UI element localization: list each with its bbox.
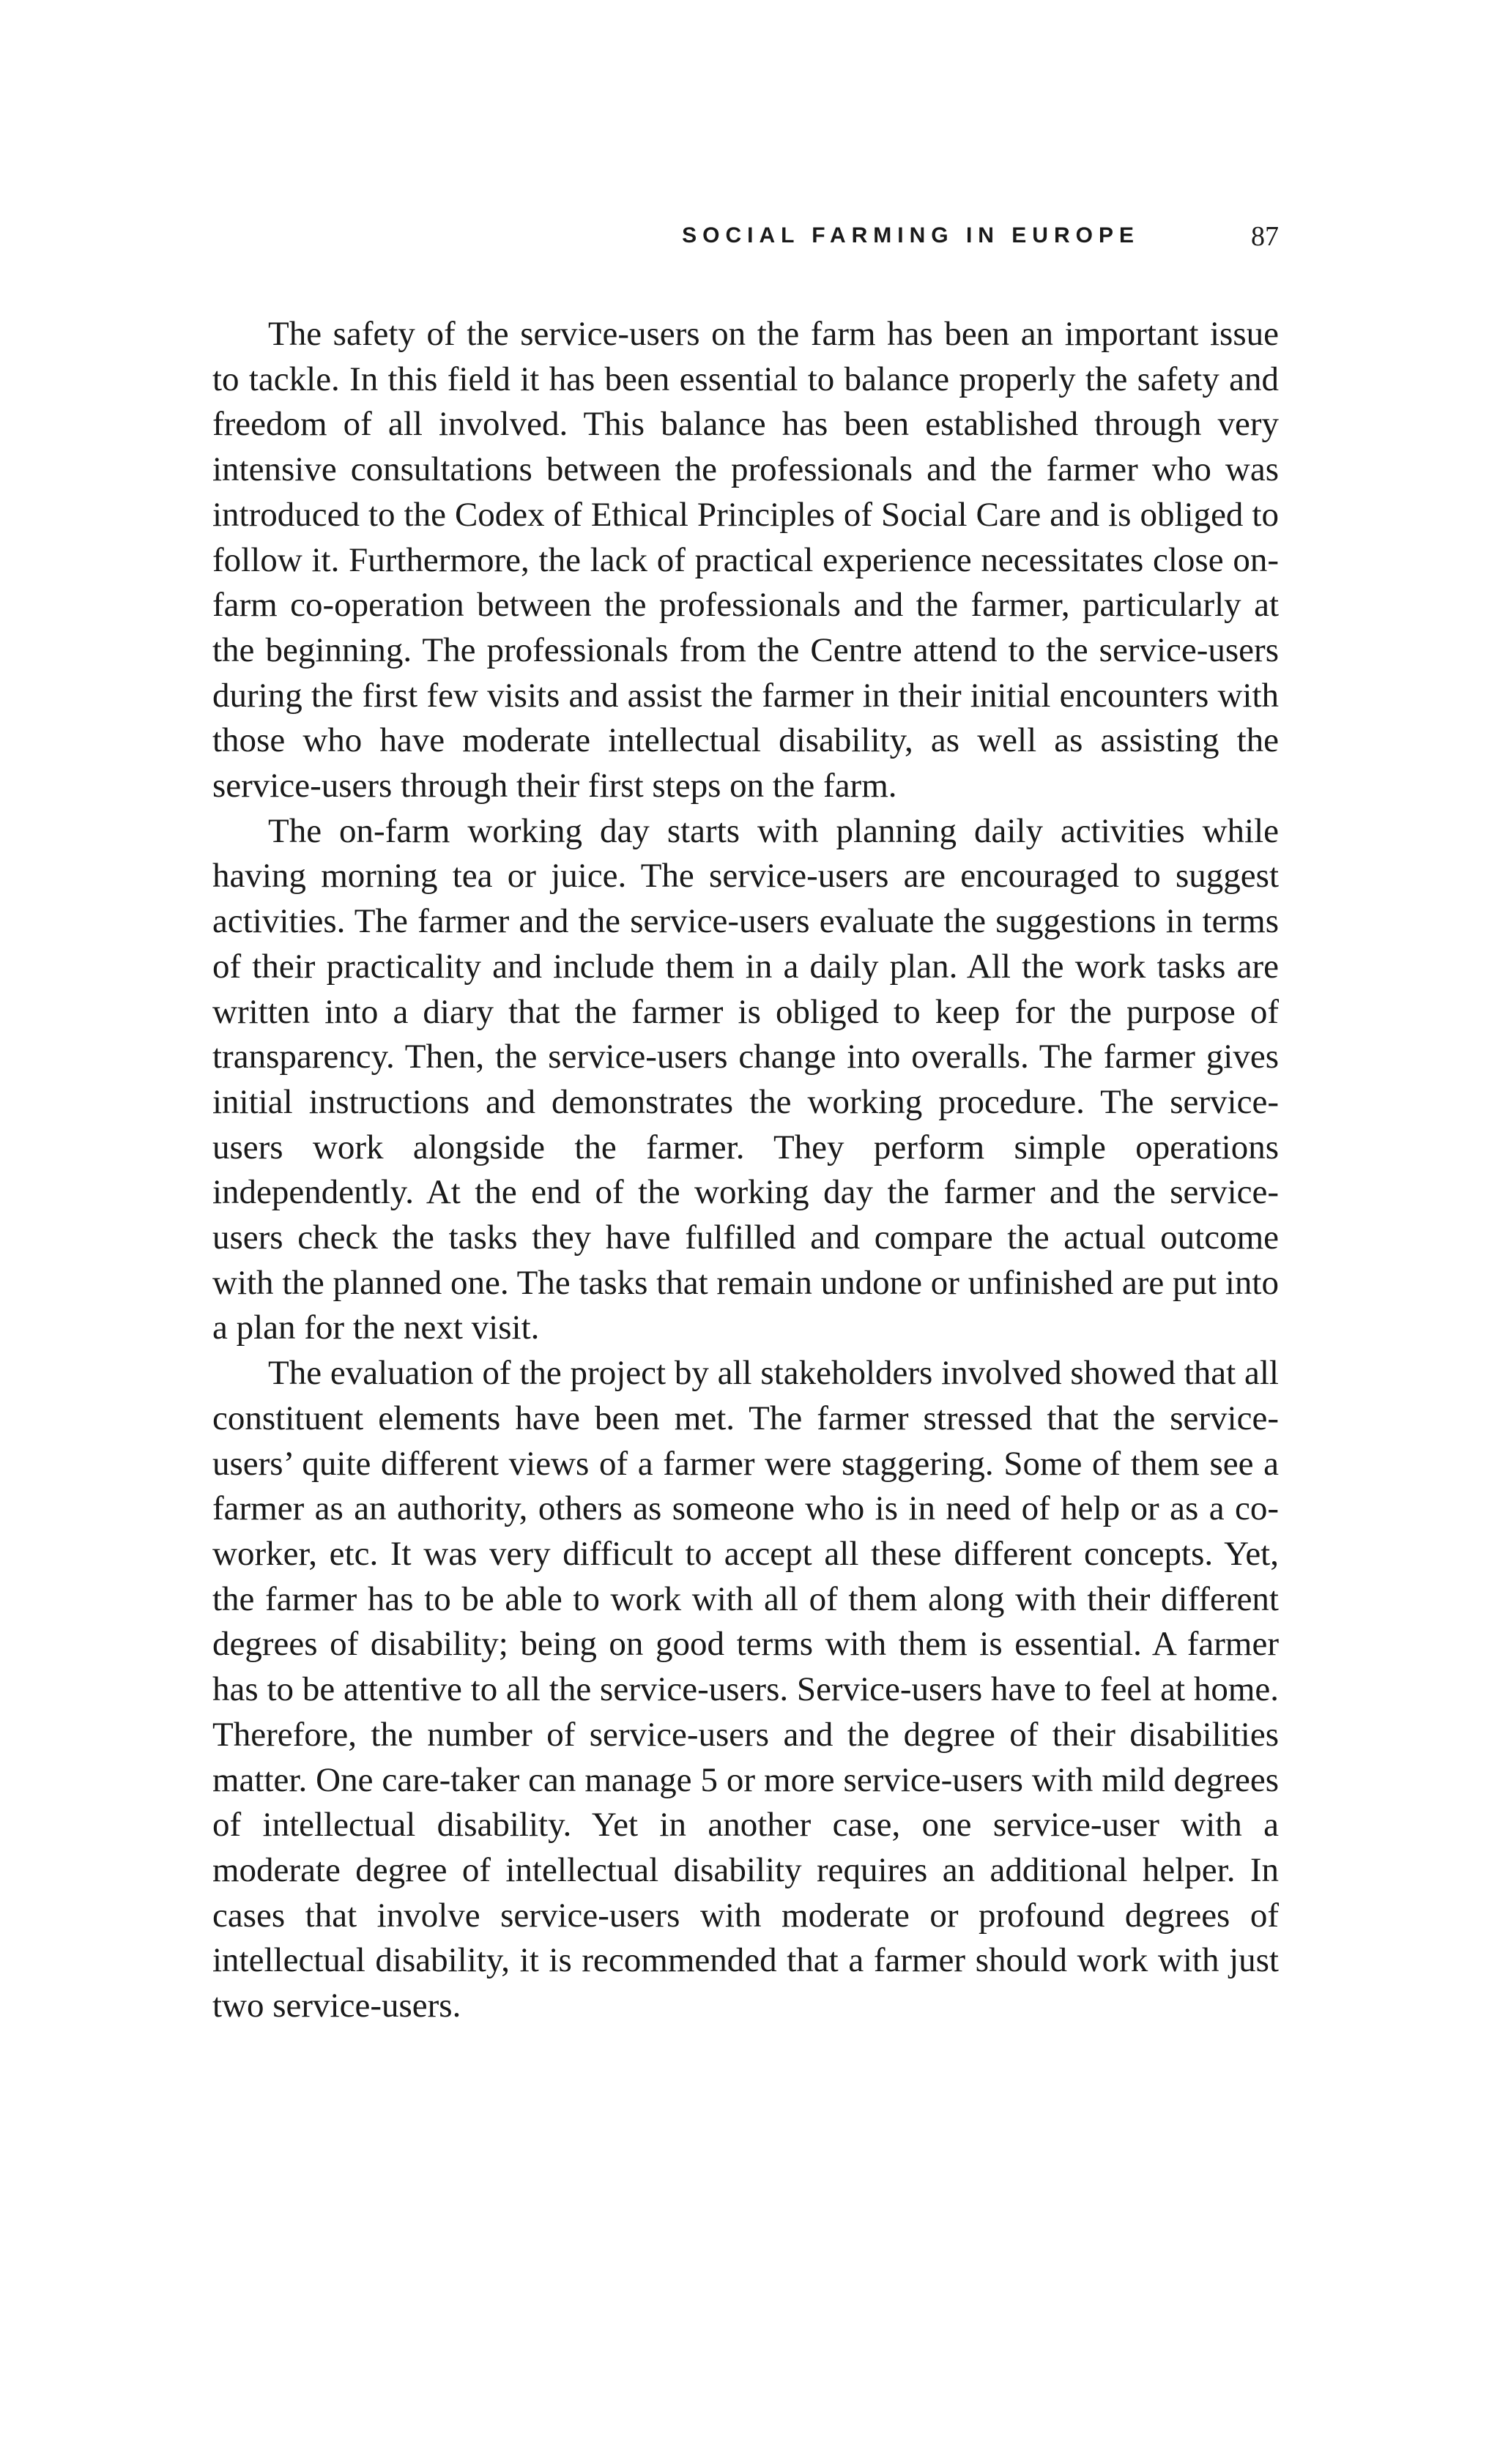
paragraph-3: The evaluation of the project by all stakeholders involved showed that all constituent elements have been met. The farmer stressed that the service-users’ quite different views of a farmer were staggering. Some of them see a farmer as an authority, others as someone who is in need of help or as a co-worker, etc. It was very difficult to accept all these different concepts. Yet, the farmer has to be able to work with all of them along with their different degrees of disability; being on good terms with them is essential. A farmer has to be attentive to all the service-users. Service-users have to feel at home. Therefore, the number of service-users and the degree of their disabilities matter. One care-taker can manage 5 or more service-users with mild degrees of intellectual disability. Yet in another case, one service-user with a moderate degree of intellectual disability requires an additional helper. In cases that involve service-users with moderate or profound degrees of intellectual disability, it is recommended that a farmer should work with just two service-users.	[212, 1354, 1279, 2025]
body-text	[212, 312, 1279, 2029]
running-head	[212, 223, 1279, 260]
running-title: SOCIAL FARMING IN EUROPE	[682, 223, 1140, 247]
page-number: 87	[1251, 221, 1279, 252]
paragraph-2: The on-farm working day starts with planning daily activities while having morning tea or juice. The service-users are encouraged to suggest activities. The farmer and the service-users evaluate the suggestions in terms of their practicality and include them in a daily plan. All the work tasks are written into a diary that the farmer is obliged to keep for the purpose of transparency. Then, the service-users change into overalls. The farmer gives initial instructions and demonstrates the working procedure. The service-users work alongside the farmer. They perform simple operations independently. At the end of the working day the farmer and the service-users check the tasks they have fulfilled and compare the actual outcome with the planned one. The tasks that remain undone or unfinished are put into a plan for the next visit.	[212, 811, 1279, 1347]
paragraph-1: The safety of the service-users on the farm has been an important issue to tackle. In this field it has been essential to balance properly the safety and freedom of all involved. This balance has been established through very intensive consultations between the professionals and the farmer who was introduced to the Codex of Ethical Principles of Social Care and is obliged to follow it. Furthermore, the lack of practical experience necessitates close on-farm co-operation between the professionals and the farmer, particularly at the beginning. The professionals from the Centre attend to the service-users during the first few visits and assist the farmer in their initial encounters with those who have moderate intellectual disability, as well as assisting the service-users through their first steps on the farm.	[212, 315, 1279, 805]
